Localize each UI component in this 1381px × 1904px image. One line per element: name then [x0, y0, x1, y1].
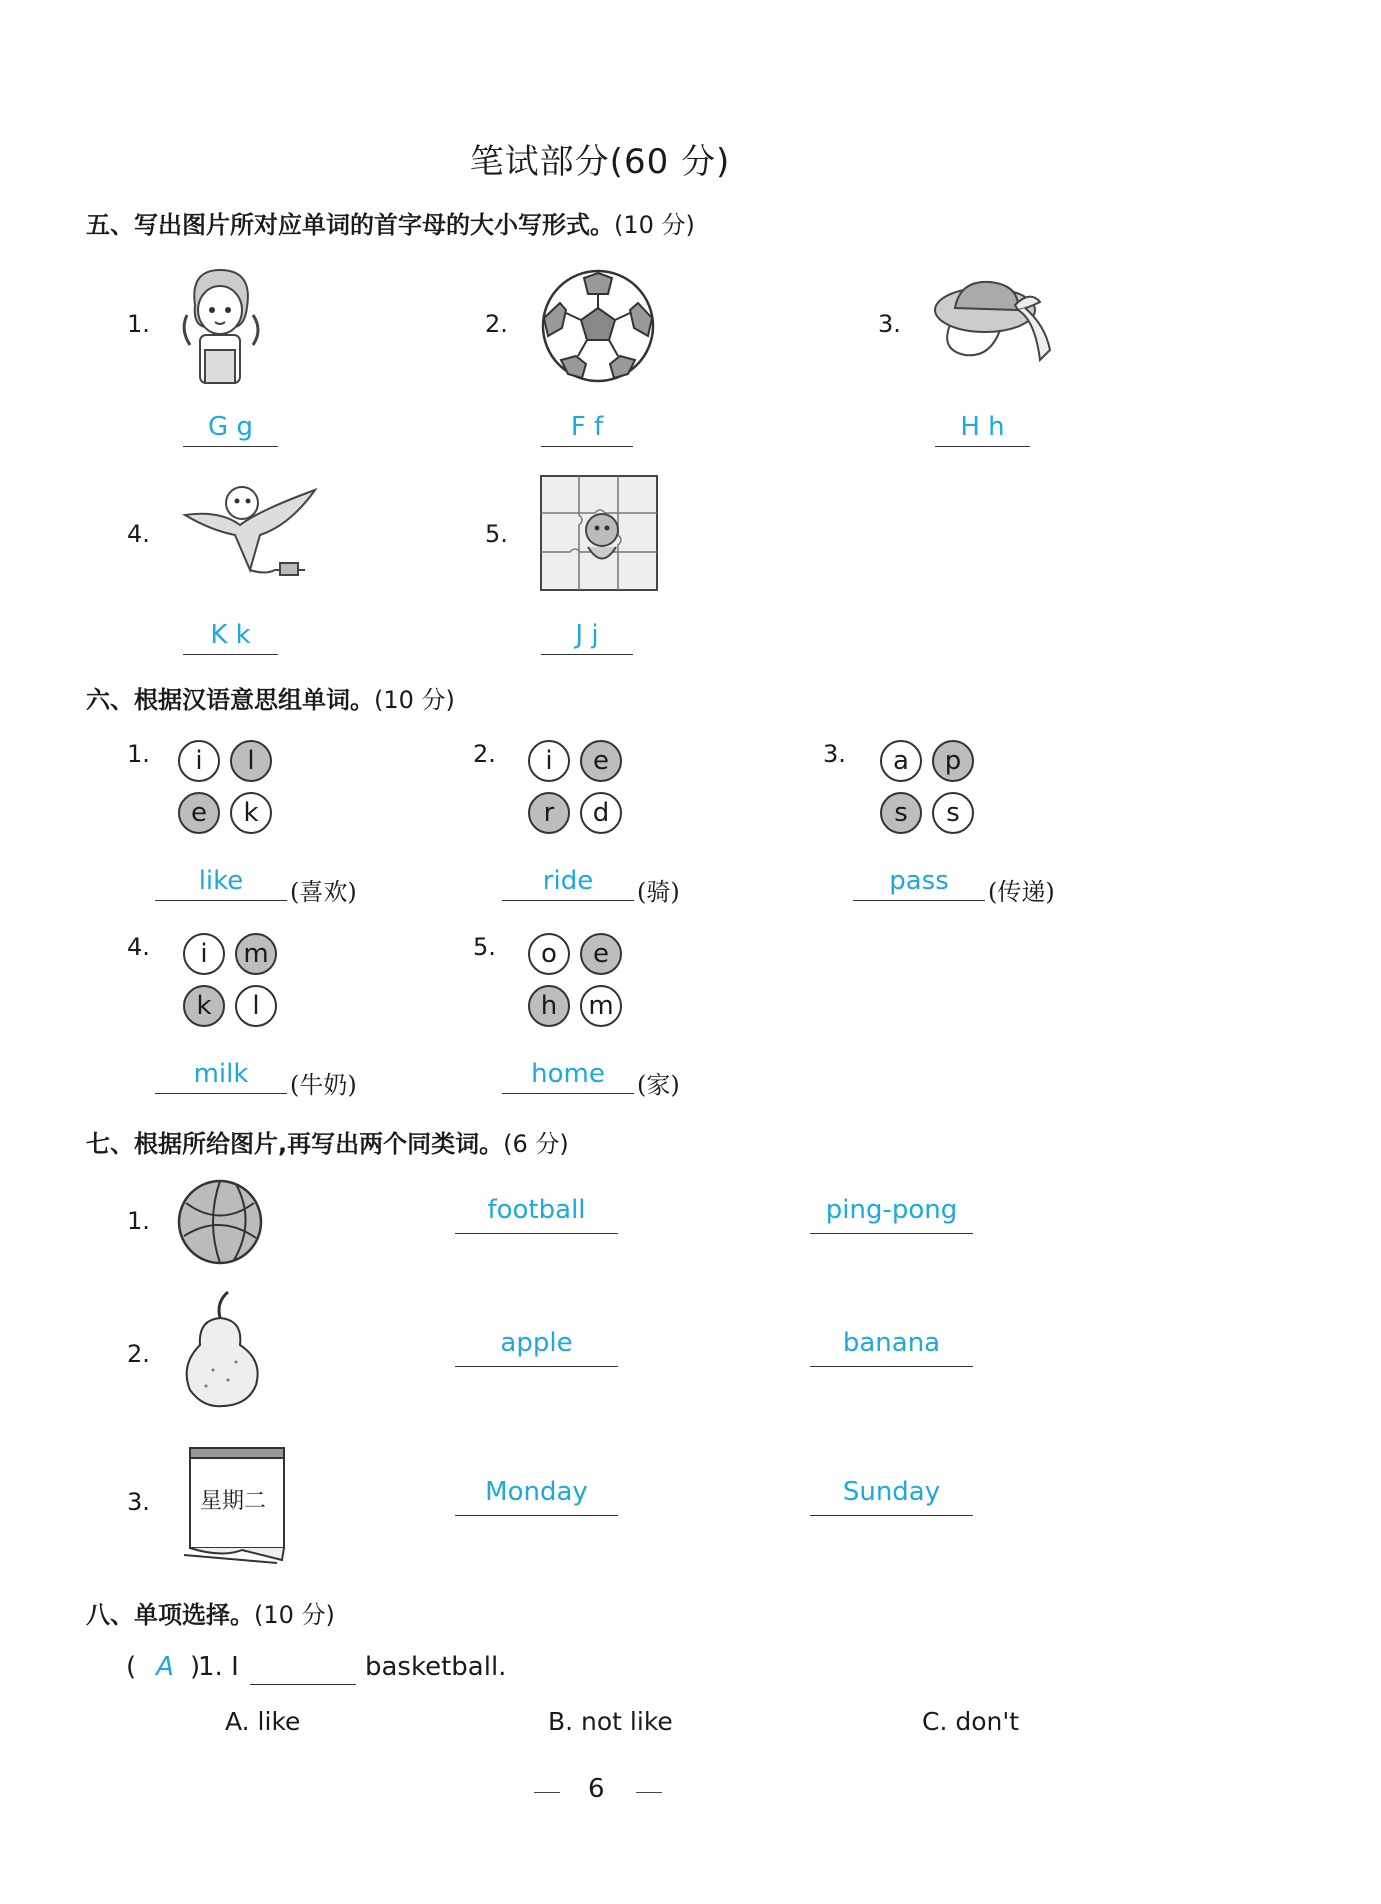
s7-answer-2b[interactable]: banana — [810, 1328, 973, 1367]
section-6-points: (10 分) — [374, 686, 455, 714]
mc-paren-close: ) — [190, 1652, 201, 1682]
section-8-points: (10 分) — [254, 1601, 335, 1629]
calendar-label: 星期二 — [200, 1489, 267, 1514]
section-8-heading — [86, 1595, 335, 1630]
s5-item-number: 2. — [485, 310, 508, 338]
mc-paren-open: ( — [126, 1652, 137, 1682]
letter-bubble: e — [580, 933, 622, 975]
s6-answer-2[interactable]: ride — [502, 866, 634, 901]
section-7-points: (6 分) — [503, 1130, 569, 1158]
section-6-heading-text: 六、根据汉语意思组单词。 — [86, 686, 374, 714]
letter-bubble: p — [932, 740, 974, 782]
footer-dash-right — [636, 1792, 662, 1793]
hat-icon — [930, 270, 1070, 384]
letter-cluster — [528, 740, 628, 840]
letter-bubble: s — [880, 792, 922, 834]
letter-bubble: m — [235, 933, 277, 975]
s6-meaning-4: (牛奶) — [290, 1071, 357, 1099]
letter-bubble: a — [880, 740, 922, 782]
jigsaw-icon — [540, 475, 658, 595]
mc-answer[interactable]: A — [156, 1652, 174, 1682]
s7-item-number: 3. — [127, 1488, 150, 1516]
section-5-heading-text: 五、写出图片所对应单词的首字母的大小写形式。 — [86, 211, 614, 239]
letter-bubble: e — [178, 792, 220, 834]
s7-answer-3a[interactable]: Monday — [455, 1477, 618, 1516]
pear-icon — [178, 1290, 262, 1414]
s5-item-number: 4. — [127, 520, 150, 548]
mc-option-b[interactable]: B. not like — [548, 1707, 673, 1736]
s7-item-number: 2. — [127, 1340, 150, 1368]
letter-bubble: d — [580, 792, 622, 834]
letter-bubble: k — [183, 985, 225, 1027]
girl-icon — [175, 265, 265, 389]
s5-answer-5[interactable]: J j — [541, 620, 633, 655]
s5-item-number: 1. — [127, 310, 150, 338]
letter-bubble: k — [230, 792, 272, 834]
s6-meaning-5: (家) — [637, 1071, 680, 1099]
section-6-heading — [86, 680, 455, 715]
s7-answer-1b[interactable]: ping-pong — [810, 1195, 973, 1234]
s6-item-number: 3. — [823, 740, 846, 768]
s6-item-number: 1. — [127, 740, 150, 768]
section-7-heading-text: 七、根据所给图片,再写出两个同类词。 — [86, 1130, 504, 1158]
letter-cluster — [528, 933, 628, 1033]
s6-answer-4[interactable]: milk — [155, 1059, 287, 1094]
s5-item-number: 3. — [878, 310, 901, 338]
s6-meaning-2: (骑) — [637, 878, 680, 906]
s6-answer-5[interactable]: home — [502, 1059, 634, 1094]
letter-bubble: e — [580, 740, 622, 782]
page-title: 笔试部分(60 分) — [469, 142, 731, 182]
s5-answer-1[interactable]: G g — [183, 412, 278, 447]
mc-option-c[interactable]: C. don't — [922, 1707, 1020, 1736]
mc-option-a[interactable]: A. like — [225, 1707, 301, 1736]
s6-meaning-3: (传递) — [988, 878, 1055, 906]
s5-answer-3[interactable]: H h — [935, 412, 1030, 447]
section-5-points: (10 分) — [614, 211, 695, 239]
s5-answer-4[interactable]: K k — [183, 620, 278, 655]
letter-bubble: s — [932, 792, 974, 834]
s6-item-number: 4. — [127, 933, 150, 961]
football-icon — [540, 268, 656, 388]
mc-blank — [250, 1662, 356, 1685]
mc-stem-prefix: 1. I — [198, 1652, 239, 1682]
letter-cluster — [183, 933, 283, 1033]
letter-cluster — [880, 740, 980, 840]
mc-stem-suffix: basketball. — [365, 1652, 507, 1682]
calendar-icon — [182, 1440, 292, 1565]
letter-bubble: l — [235, 985, 277, 1027]
footer-dash-left — [534, 1792, 560, 1793]
s6-meaning-1: (喜欢) — [290, 878, 357, 906]
section-7-heading — [86, 1124, 569, 1159]
letter-bubble: m — [580, 985, 622, 1027]
s5-answer-2[interactable]: F f — [541, 412, 633, 447]
kite-icon — [180, 475, 320, 599]
letter-bubble: i — [178, 740, 220, 782]
s6-item-number: 2. — [473, 740, 496, 768]
s6-answer-1[interactable]: like — [155, 866, 287, 901]
letter-bubble: l — [230, 740, 272, 782]
basketball-icon — [176, 1178, 264, 1270]
letter-cluster — [178, 740, 278, 840]
s7-answer-3b[interactable]: Sunday — [810, 1477, 973, 1516]
letter-bubble: i — [183, 933, 225, 975]
letter-bubble: h — [528, 985, 570, 1027]
section-5-heading — [86, 205, 695, 240]
s7-item-number: 1. — [127, 1207, 150, 1235]
s6-item-number: 5. — [473, 933, 496, 961]
page-number: 6 — [588, 1774, 605, 1804]
letter-bubble: r — [528, 792, 570, 834]
s7-answer-2a[interactable]: apple — [455, 1328, 618, 1367]
letter-bubble: i — [528, 740, 570, 782]
section-8-heading-text: 八、单项选择。 — [86, 1601, 254, 1629]
s6-answer-3[interactable]: pass — [853, 866, 985, 901]
s7-answer-1a[interactable]: football — [455, 1195, 618, 1234]
letter-bubble: o — [528, 933, 570, 975]
s5-item-number: 5. — [485, 520, 508, 548]
